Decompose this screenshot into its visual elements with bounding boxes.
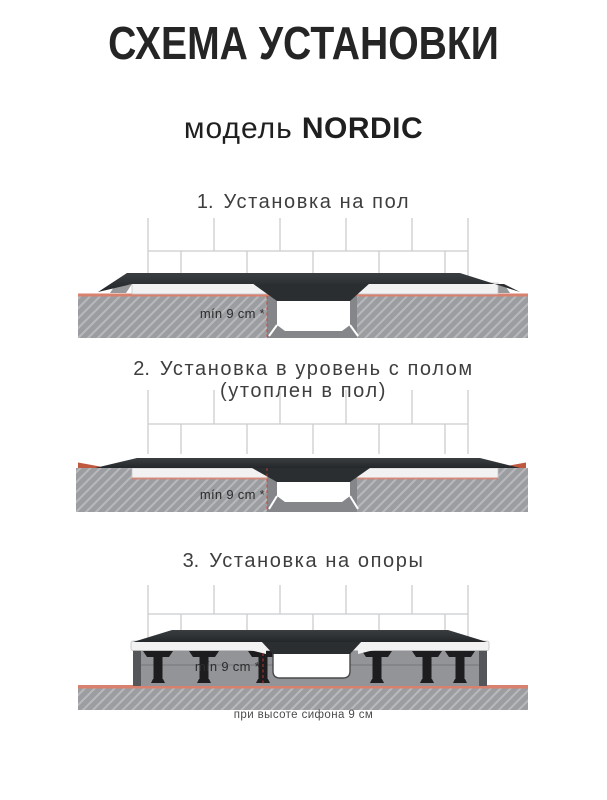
- diagram-install-on-floor: [70, 216, 535, 346]
- adhesive-layer: [132, 478, 267, 480]
- section-2-title: Установка в уровень с полом: [159, 358, 474, 380]
- page-title: СХЕМА УСТАНОВКИ: [108, 17, 499, 69]
- tile-wall: [148, 218, 468, 280]
- section-3-heading: [0, 550, 607, 572]
- section-1-number: 1.: [196, 191, 214, 213]
- model-name: NORDIC: [301, 112, 424, 145]
- corner-mark: [78, 463, 100, 469]
- model-line: [0, 112, 607, 145]
- section-3-number: 3.: [182, 550, 200, 572]
- tray-top: [133, 630, 487, 642]
- siphon-footnote: при высоте сифона 9 см: [233, 709, 374, 721]
- shower-tray: [131, 630, 489, 654]
- section-1-heading: [0, 191, 607, 213]
- diagram-install-on-supports: [70, 583, 535, 713]
- siphon: [273, 650, 350, 678]
- model-label: модель: [183, 112, 293, 145]
- tray-rim: [357, 283, 498, 294]
- drain-cavity: [267, 296, 358, 338]
- section-3-title: Установка на опоры: [209, 550, 425, 572]
- tray-rim: [132, 468, 267, 478]
- tray-top: [95, 458, 520, 468]
- section-2-number: 2.: [133, 358, 150, 380]
- adhesive-layer: [357, 478, 498, 480]
- tray-rim: [357, 468, 498, 478]
- tile-wall: [148, 390, 468, 454]
- min-height-label-2: mín 9 cm *: [199, 487, 265, 502]
- min-height-label-3: mín 9 cm *: [194, 659, 260, 674]
- drain-funnel: [261, 641, 362, 654]
- tray-rim: [132, 283, 267, 294]
- min-height-label-1: mín 9 cm *: [199, 306, 265, 321]
- floor: [78, 685, 528, 710]
- section-1-title: Установка на пол: [223, 191, 411, 213]
- shower-tray: [95, 458, 520, 482]
- section-2-subtitle: (утоплен в пол): [220, 380, 387, 402]
